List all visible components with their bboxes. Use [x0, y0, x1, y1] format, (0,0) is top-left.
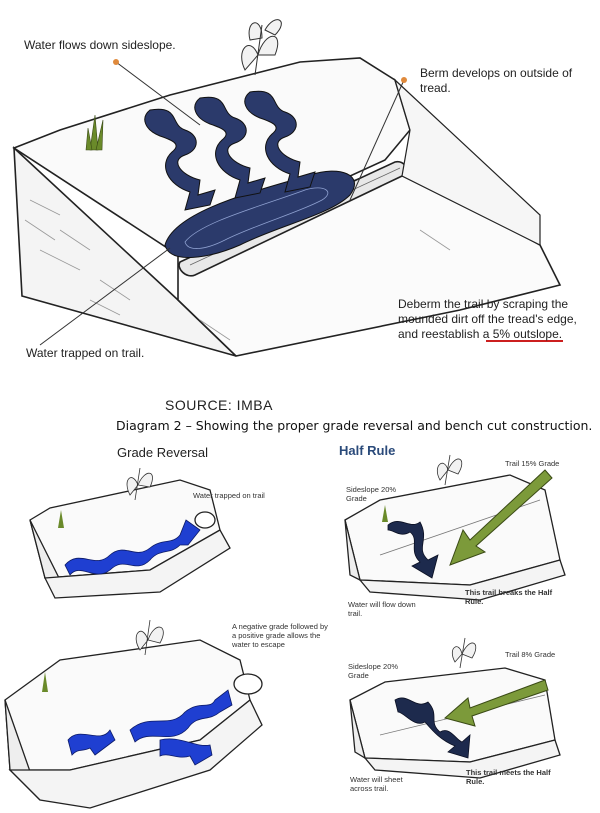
gr-label-trapped: Water trapped on trail — [193, 491, 265, 500]
gr-label-negative: A negative grade followed by a positive grade allows the water to escape — [232, 622, 328, 649]
hr-top-water: Water will flow down trail. — [348, 600, 416, 618]
plant-hr-bottom — [452, 638, 476, 668]
hr-bottom-trail-grade: Trail 8% Grade — [505, 650, 556, 659]
diagram-caption: Diagram 2 – Showing the proper grade reversal and bench cut construction. — [116, 418, 593, 433]
half-rule-bottom-illustration — [350, 668, 560, 778]
hr-bottom-water: Water will sheet across trail. — [350, 775, 403, 793]
label-deberm-line3a: and reestablish a — [398, 327, 493, 341]
plant-hr-top — [437, 455, 461, 485]
label-deberm-line1: Deberm the trail by scraping the — [398, 297, 569, 311]
grade-reversal-bottom-illustration — [5, 640, 262, 808]
hr-top-verdict: This trail breaks the Half Rule. — [465, 588, 553, 606]
plant-top — [242, 20, 282, 75]
hr-top-sideslope: Sideslope 20% Grade — [346, 485, 397, 503]
label-water-flows: Water flows down sideslope. — [24, 38, 176, 52]
label-berm: Berm develops on outside of tread. — [420, 66, 573, 95]
label-water-trapped: Water trapped on trail. — [26, 346, 145, 360]
label-deberm — [398, 297, 588, 342]
label-deberm-line2: mounded dirt off the tread's edge, — [398, 312, 577, 326]
label-deberm-line3 — [398, 327, 588, 342]
hr-bottom-verdict: This trail meets the Half Rule. — [466, 768, 551, 786]
label-outslope: 5% outslope. — [492, 327, 563, 341]
half-rule-title: Half Rule — [339, 443, 396, 458]
source-credit: SOURCE: IMBA — [165, 397, 273, 413]
hr-top-trail-grade: Trail 15% Grade — [505, 459, 560, 468]
grade-reversal-title: Grade Reversal — [117, 445, 209, 460]
hr-bottom-sideslope: Sideslope 20% Grade — [348, 662, 399, 680]
